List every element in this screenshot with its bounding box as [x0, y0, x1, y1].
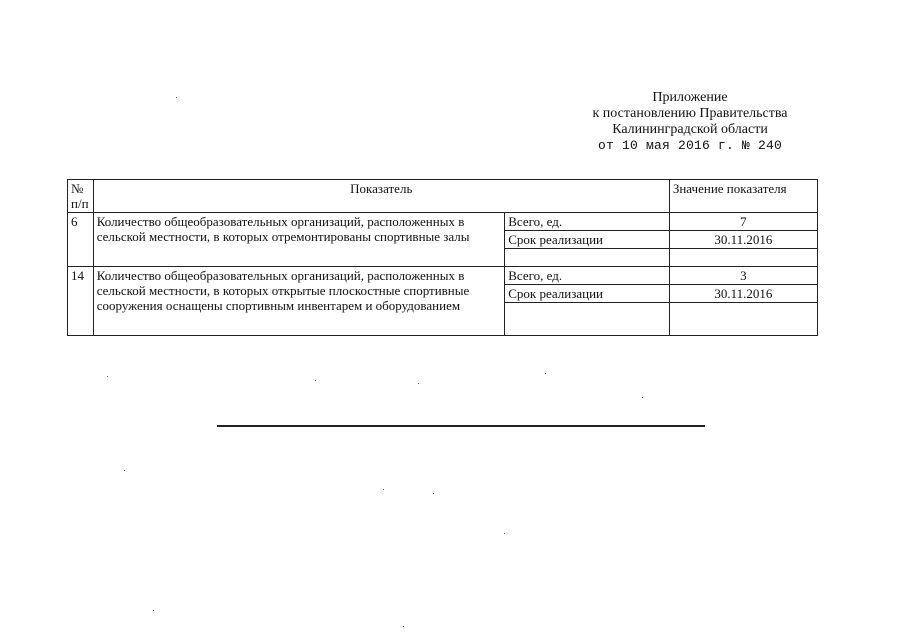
row-number: 14	[68, 267, 94, 336]
metric-value: 7	[669, 213, 817, 231]
metric-value: 30.11.2016	[669, 285, 817, 303]
header-number: № п/п	[68, 180, 94, 213]
appendix-region-line: Калининградской области	[612, 122, 768, 137]
scan-speck	[176, 97, 177, 98]
table-row	[68, 213, 818, 231]
table-header-row	[68, 180, 818, 213]
metric-value: 3	[669, 267, 817, 285]
scan-speck	[433, 493, 434, 494]
appendix-date-number: от 10 мая 2016 г. № 240	[597, 138, 783, 153]
metric-label: Всего, ед.	[505, 213, 670, 231]
metric-label: Срок реализации	[505, 285, 670, 303]
scan-speck	[315, 380, 316, 381]
scan-speck	[642, 397, 643, 398]
scan-speck	[418, 383, 419, 384]
closing-rule	[217, 425, 705, 427]
metric-label: Всего, ед.	[505, 267, 670, 285]
header-indicator: Показатель	[93, 180, 669, 213]
metric-spacer	[669, 249, 817, 267]
metric-label: Срок реализации	[505, 231, 670, 249]
metric-spacer	[669, 303, 817, 336]
table-row	[68, 267, 818, 285]
header-value: Значение показателя	[669, 180, 817, 213]
appendix-header	[560, 90, 820, 154]
scan-speck	[504, 533, 505, 534]
scan-speck	[403, 626, 404, 627]
appendix-title: Приложение	[652, 90, 728, 105]
metric-value: 30.11.2016	[669, 231, 817, 249]
scan-speck	[107, 376, 108, 377]
appendix-resolution-line: к постановлению Правительства	[592, 106, 788, 121]
row-indicator: Количество общеобразовательных организаций, расположенных в сельской местности, в которых отремонтированы спортивные залы	[93, 213, 505, 267]
scan-speck	[545, 373, 546, 374]
metric-spacer	[505, 303, 670, 336]
scan-speck	[124, 470, 125, 471]
row-number: 6	[68, 213, 94, 267]
scan-speck	[383, 489, 384, 490]
row-indicator: Количество общеобразовательных организаций, расположенных в сельской местности, в которых открытые плоскостные спортивные сооружения оснащены спортивным инвентарем и оборудованием	[93, 267, 505, 336]
metric-spacer	[505, 249, 670, 267]
indicators-table	[67, 179, 818, 336]
scan-speck	[153, 610, 154, 611]
